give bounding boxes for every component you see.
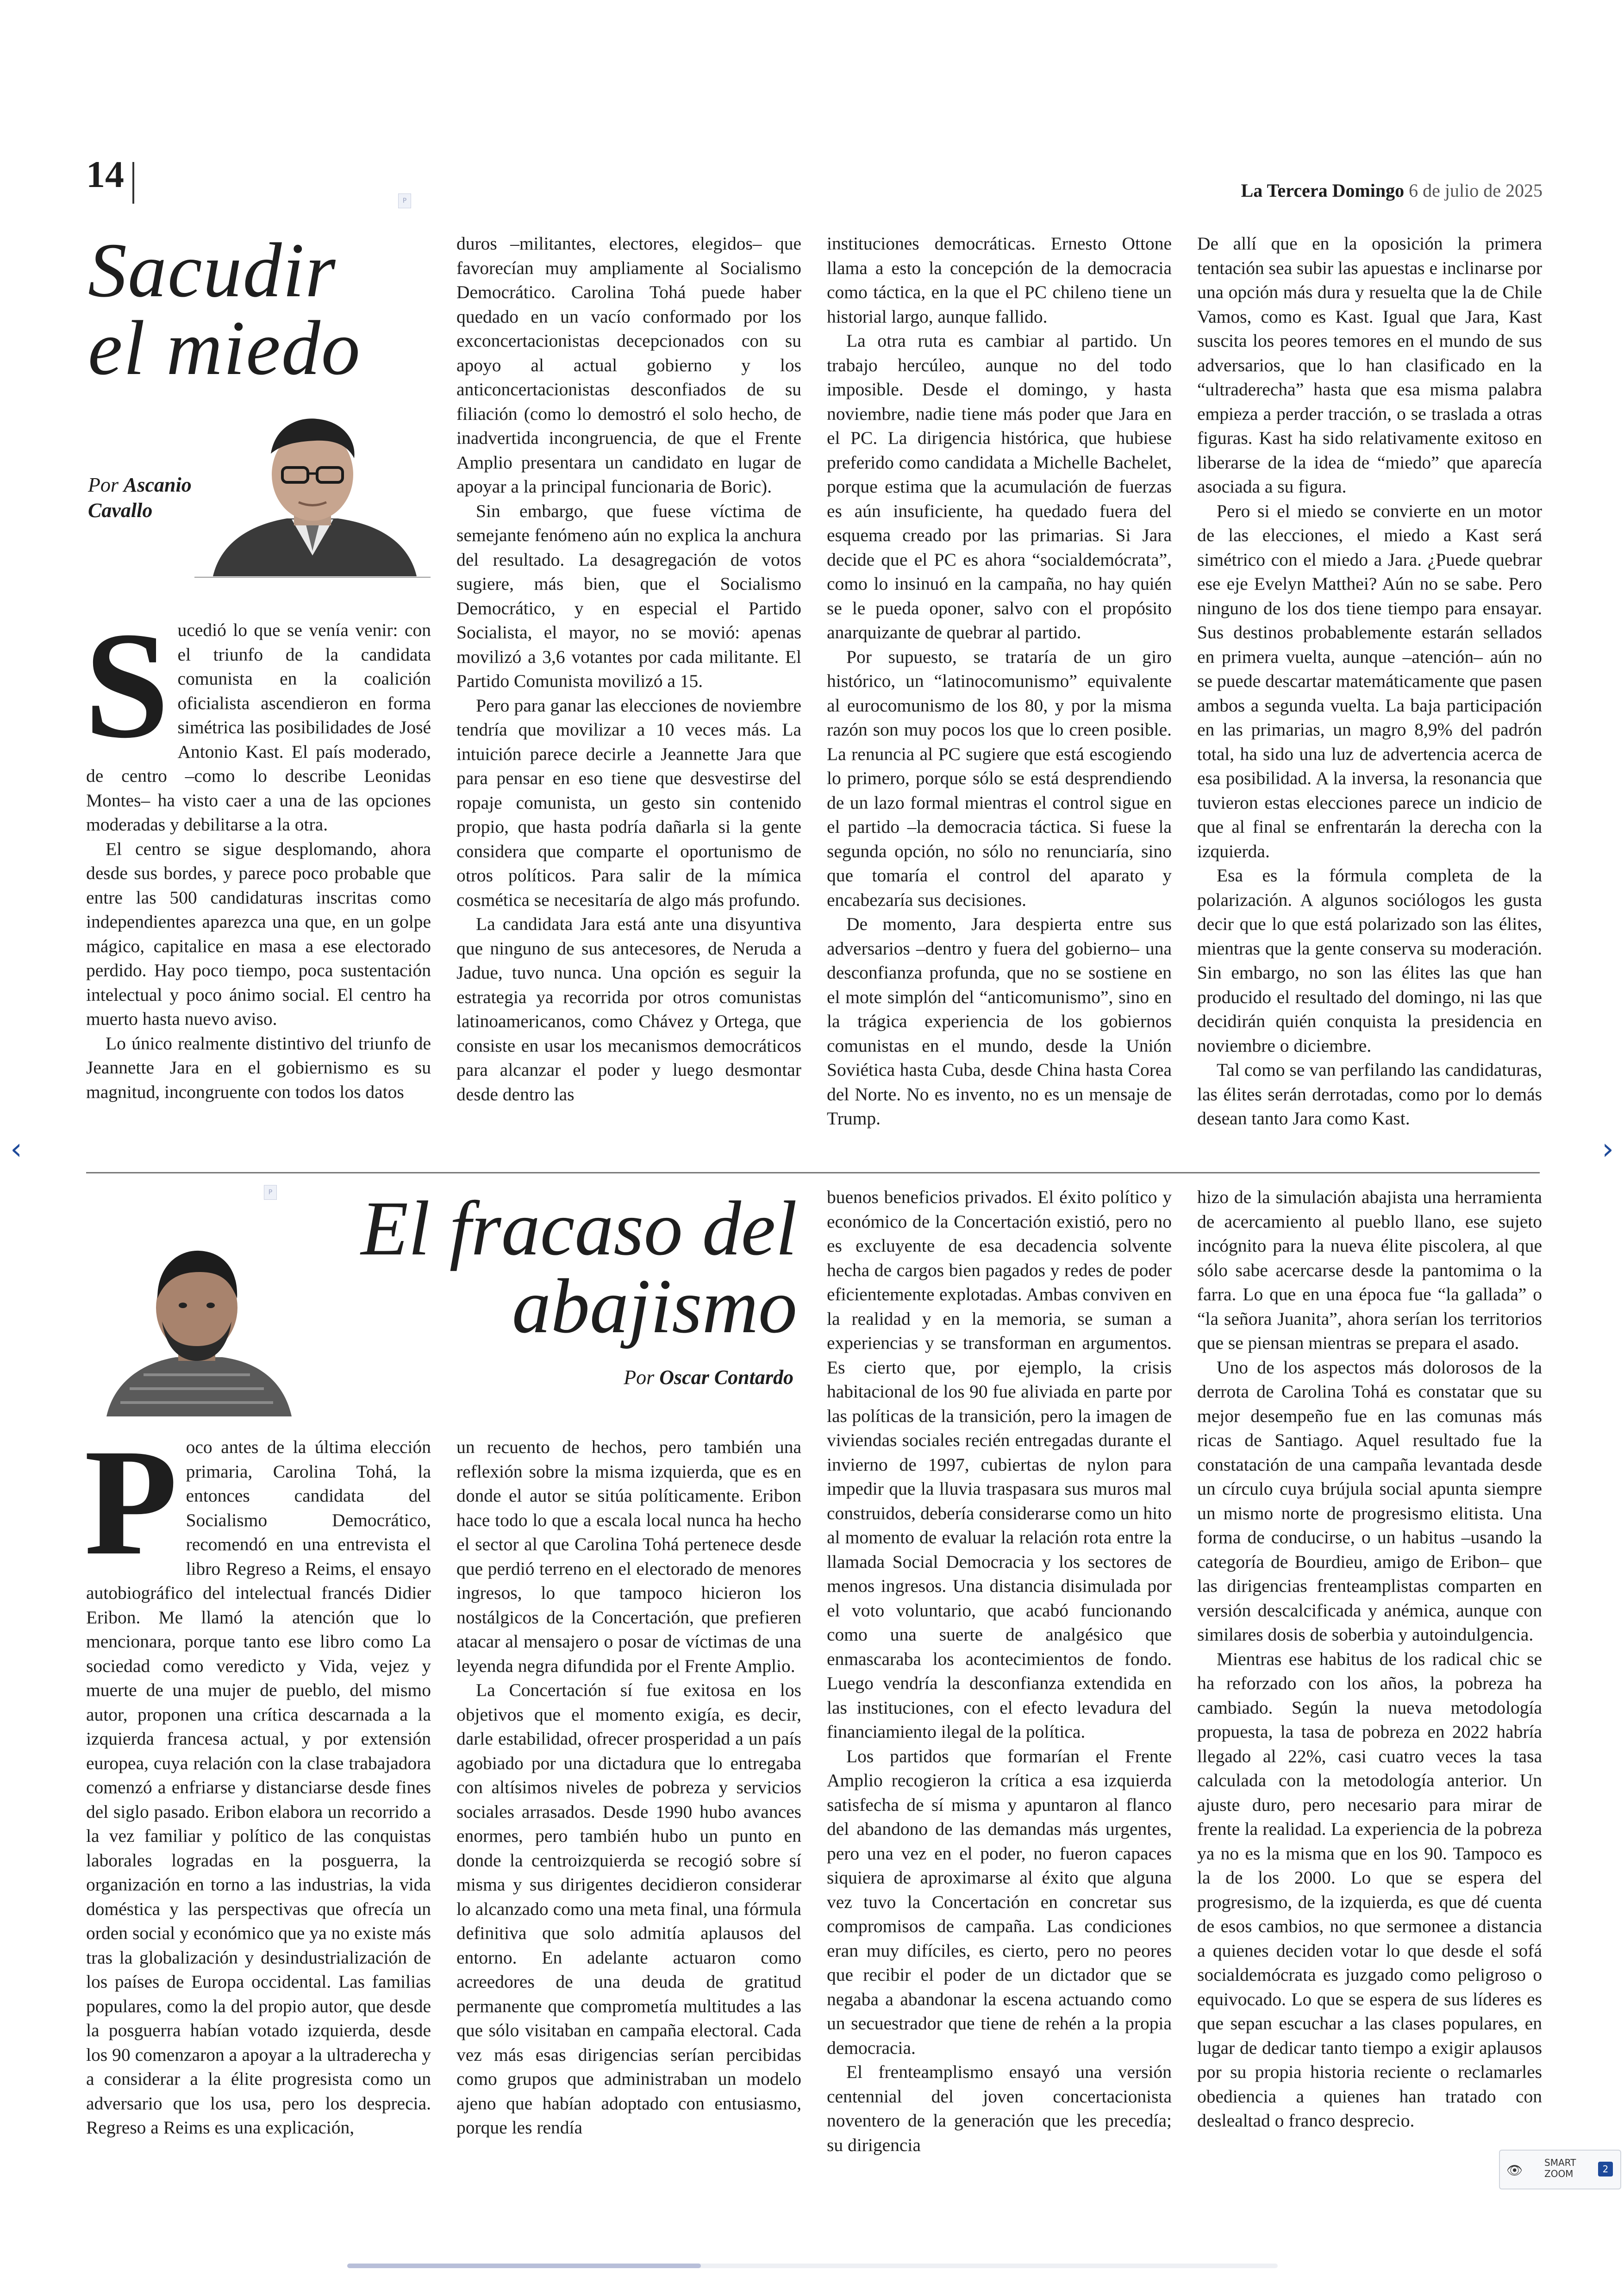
paragraph: Los partidos que formarían el Frente Amplio recogieron la crítica a esa izquierda satisfecha de sí misma y apuntaron al flanco del abandono de las demandas más urgentes, pero una vez en el poder, no fueron capaces siquiera de aproximarse al éxito que alguna vez tuvo la Concertación en concretar sus compromisos de campaña. Las condiciones eran muy difíciles, es cierto, pero no peores que recibir el poder de un dictador que se negaba a abandonar la escena actuando como un secuestrador que tiene de rehén a la propia democracia. <box>827 1746 1172 2058</box>
section-divider <box>86 1172 1540 1173</box>
eye-icon: 👁 <box>1506 2163 1523 2178</box>
article2-column-3 <box>827 1185 1172 2157</box>
reading-progress-fill <box>347 2264 701 2268</box>
paragraph: De allí que en la oposición la primera tentación sea subir las apuestas e inclinarse por una opción más dura y resuelta que la de Chile Vamos, como es Kast. Igual que Jara, Kast suscita los peores temores en el mundo de sus adversarios, que lo han clasificado en la “ultraderecha” hasta que esa misma palabra empieza a perder tracción, o se traslada a otras figuras. Kast ha sido relativamente exitoso en liberarse de la idea de “miedo” que aparecía asociada a su figura. <box>1197 233 1542 497</box>
article1-title <box>88 227 361 391</box>
paragraph: Esa es la fórmula completa de la polarización. A algunos sociólogos les gusta decir que lo que está polarizado son las élites, mientras que la gente conserva su moderación. Sin embargo, no son las élites las que han producido el resultado del domingo, ni las que decidirán quién conquista la presidencia en noviembre o diciembre. <box>1197 865 1542 1056</box>
smart-zoom-button[interactable] <box>1499 2150 1621 2189</box>
paragraph: De momento, Jara despierta entre sus adversarios –dentro y fuera del gobierno– una desconfianza profunda, que no se sostiene en el mote simplón del “anticomunismo”, sino en la trágica experiencia de los gobiernos comunistas en el mundo, desde la Unión Soviética hasta Cuba, desde China hasta Corea del Norte. No es invento, no es un mensaje de Trump. <box>827 914 1172 1129</box>
smart-zoom-label-line1: SMART <box>1544 2157 1576 2168</box>
article1-title-line2: el miedo <box>88 305 361 391</box>
chevron-left-icon[interactable]: ‹ <box>10 1132 22 1166</box>
article2-column-2 <box>456 1435 801 2140</box>
author-portrait-contardo <box>88 1222 306 1416</box>
paragraph: Lo único realmente distintivo del triunfo de Jeannette Jara en el gobiernismo es su magnitud, incongruente con todos los datos <box>86 1033 431 1102</box>
issue-date: 6 de julio de 2025 <box>1409 180 1543 201</box>
paragraph: instituciones democráticas. Ernesto Ottone llama a esto la concepción de la democracia como táctica, en la que el PC chileno tiene un historial largo, aunque fallido. <box>827 233 1172 327</box>
article1-title-line1: Sacudir <box>88 227 337 313</box>
paragraph: oco antes de la última elección primaria, Carolina Tohá, la entonces candidata del Socialismo Democrático, recomendó en una entrevista el libro Regreso a Reims, el ensayo autobiográfico del intelectual francés Didier Eribon. Me llamó la atención que lo mencionara, porque tanto ese libro como La sociedad como veredicto y Vida, vejez y muerte de una mujer de pueblo, del mismo autor, proponen una crítica descarnada a la izquierda francesa actual, y por extensión europea, cuya relación con la clase trabajadora comenzó a enfriarse y distanciarse desde fines del siglo pasado. Eribon elabora un recorrido a la vez familiar y político de las conquistas laborales logradas en la posguerra, la organización en torno a las industrias, la vida doméstica y las perspectivas que ofrecía un orden social y económico que ya no existe más tras la globalización y desindustrialización de los países de Europa occidental. Las familias populares, como la del propio autor, que desde la posguerra habían votado izquierda, desde los 90 comenzaron a apoyar a la ultraderecha y a considerar a la élite progresista como un adversario que los usa, pero los desprecia. Regreso a Reims es una explicación, <box>86 1437 431 2138</box>
article1-column-3 <box>827 231 1172 1131</box>
article2-column-4 <box>1197 1185 1542 2133</box>
article1-dropcap: S <box>84 601 169 770</box>
paragraph: Por supuesto, se trataría de un giro histórico, un “latinocomunismo” equivalente al eurocomunismo de los 80, y por la misma razón son muy pocos los que lo creen posible. La renuncia al PC sugiere que está escogiendo lo primero, porque sólo se está desprendiendo de un lazo formal mientras el control sigue en el partido –la democracia táctica. Si fuese la segunda opción, no sólo no renunciaría, sino que tomaría el control del aparato y encabezaría sus decisiones. <box>827 646 1172 910</box>
paragraph: Pero si el miedo se convierte en un motor de las elecciones, el miedo a Kast será simétrico con el miedo a Jara. ¿Puede quebrar ese eje Evelyn Matthei? Aún no se sabe. Pero ninguno de los dos tiene tiempo para ensayar. Sus destinos probablemente estarán sellados en primera vuelta, aunque –atención– aún no se puede descartar matemáticamente que pasen ambos a segunda vuelta. La baja participación en las primarias, un magro 8,9% del padrón total, ha sido una luz de advertencia acerca de esa posibilidad. A la inversa, la resonancia que tuvieron estas elecciones parece un indicio de que al final se enfrentarán la derecha con la izquierda. <box>1197 500 1542 861</box>
byline-prefix: Por <box>624 1366 655 1389</box>
paragraph: La candidata Jara está ante una disyuntiva que ninguno de sus antecesores, de Neruda a Jadue, tuvo nunca. Una opción es seguir la estrategia ya recorrida por otros comunistas latinoamericanos, como Chávez y Ortega, que consiste en usar los mecanismos democráticos para alcanzar el poder y luego desmontar desde dentro las <box>456 914 801 1104</box>
article2-byline <box>624 1366 793 1389</box>
paragraph: Pero para ganar las elecciones de noviembre tendría que movilizar a 10 veces más. La intuición parece decirle a Jeannette Jara que para pensar en eso tiene que desvestirse del ropaje comunista, un gesto sin contenido propio, que hasta podría dañarla si la gente considera que comparte el oportunismo de otros políticos. Para salir de la mímica cosmética se necesitaría de algo más profundo. <box>456 695 801 910</box>
author-name: Oscar Contardo <box>659 1366 793 1389</box>
paragraph: Uno de los aspectos más dolorosos de la derrota de Carolina Tohá es constatar que su mejor desempeño fue en las comunas más ricas de Santiago. Aquel resultado fue la constatación de una campaña levantada desde un círculo cuya brújula social apunta siempre un mismo norte de progresismo elitista. Una forma de conducirse, o un habitus –usando la categoría de Bourdieu, amigo de Eribon– que las dirigencias frenteamplistas comparten en versión descalcificada y anémica, aunque con similares dosis de soberbia y autoindulgencia. <box>1197 1357 1542 1645</box>
article2-title-line2: abajismo <box>512 1263 797 1349</box>
chevron-right-icon[interactable]: › <box>1602 1132 1614 1166</box>
article1-column-2 <box>456 231 801 1106</box>
folio-divider <box>132 162 134 204</box>
image-marker-icon[interactable]: P <box>264 1185 277 1200</box>
author-first-name: Ascanio <box>124 474 192 496</box>
paragraph: Sin embargo, que fuese víctima de semejante fenómeno aún no explica la anchura del resultado. La desagregación de votos sugiere, más bien, que el Socialismo Democrático, y en especial el Partido Socialista, el mayor, no se movió: apenas movilizó a 3,6 votantes por cada militante. El Partido Comunista movilizó a 15. <box>456 500 801 691</box>
article2-title <box>361 1185 797 1349</box>
portrait-divider <box>194 577 431 578</box>
paragraph: hizo de la simulación abajista una herramienta de acercamiento al pueblo llano, ese sujeto incógnito para la nueva élite piscolera, al que sólo sabe acercarse desde la pantomima o la farra. Lo que en una época fue “la gallada” o “la señora Juanita”, ahora serían los territorios que se piensan mientras se prepara el asado. <box>1197 1187 1542 1353</box>
paragraph: un recuento de hechos, pero también una reflexión sobre la misma izquierda, que es en donde el autor se sitúa políticamente. Eribon hace todo lo que a escala local nunca ha hecho el sector al que Carolina Tohá pertenece desde que perdió terreno en el electorado de menores ingresos, lo que tampoco hicieron los nostálgicos de la Concertación, que prefieren atacar al mensajero o posar de víctimas de una leyenda negra difundida por el Frente Amplio. <box>456 1437 801 1676</box>
smart-zoom-label <box>1544 2157 1576 2179</box>
author-portrait-cavallo <box>194 398 431 576</box>
article2-title-line1: El fracaso del <box>361 1185 797 1272</box>
paragraph: duros –militantes, electores, elegidos– que favorecían muy ampliamente al Socialismo Democrático. Carolina Tohá puede haber quedado en un vacío conformado por los exconcertacionistas decepcionados con su apoyo al actual gobierno y los anticoncertacionistas desconfiados de su filiación (como lo demostró el solo hecho, de inadvertida incongruencia, de que el Frente Amplio presentara un candidato en lugar de apoyar a la principal funcionaria de Boric). <box>456 233 801 497</box>
article2-dropcap: P <box>84 1418 178 1587</box>
article1-byline <box>88 472 192 523</box>
article1-column-4 <box>1197 231 1542 1131</box>
paragraph: El centro se sigue desplomando, ahora desde sus bordes, y parece poco probable que entre las 500 candidaturas inscritas como independientes aparezca una que, en un golpe mágico, capitalice en masa a ese electorado perdido. Hay poco tiempo, poca sustentación intelectual y poco ánimo social. El centro ha muerto hasta nuevo aviso. <box>86 838 431 1029</box>
smart-zoom-badge: 2 <box>1598 2162 1613 2177</box>
paragraph: El frenteamplismo ensayó una versión centennial del joven concertacionista noventero de la generación que les precedía; su dirigencia <box>827 2062 1172 2155</box>
page-number: 14 <box>86 153 124 195</box>
byline-prefix: Por <box>88 474 119 496</box>
paragraph: La Concertación sí fue exitosa en los objetivos que el momento exigía, es decir, darle estabilidad, ofrecer prosperidad a un país agobiado por una dictadura que lo entregaba con altísimos niveles de pobreza y servicios sociales arrasados. Desde 1990 hubo avances enormes, pero también hubo un punto en donde la centroizquierda se recogió sobre sí misma y sus dirigentes decidieron considerar lo alcanzado como una meta final, una fórmula definitiva que solo admitía aplausos del entorno. En adelante actuaron como acreedores de una deuda de gratitud permanente que comprometía multitudes a las que sólo visitaban en campaña electoral. Cada vez más esas dirigencias serían percibidas como grupos que administraban un modelo ajeno que habían adoptado con entusiasmo, porque les rendía <box>456 1680 801 2138</box>
article2-column-1 <box>84 1418 431 2140</box>
newspaper-name: La Tercera Domingo <box>1241 180 1405 201</box>
paragraph: Mientras ese habitus de los radical chic se ha reforzado con los años, la pobreza ha cambiado. Según la nueva metodología propuesta, la tasa de pobreza en 2022 habría llegado al 22%, casi cuatro veces la tasa calculada con la metodología anterior. Un ajuste duro, pero necesario para mirar de frente la realidad. La experiencia de la pobreza ya no es la misma que en los 90. Tampoco es la de los 2000. Lo que se espera del progresismo, de la izquierda, es que dé cuenta de esos cambios, no que sermonee a distancia a quienes deciden votar lo que desde el sofá socialdemócrata es juzgado como peligroso o equivocado. Lo que se espera de sus líderes es que sepan escuchar a las clases populares, en lugar de dedicar tanto tiempo a exigir aplausos por su propia historia reciente o reclamarles obediencia a quienes han tratado con deslealtad o franco desprecio. <box>1197 1648 1542 2131</box>
paragraph: ucedió lo que se venía venir: con el triunfo de la candidata comunista en la coalición oficialista ascendieron en forma simétrica las posibilidades de José Antonio Kast. El país moderado, de centro –como lo describe Leonidas Montes– ha visto caer a una de las opciones moderadas y debilitarse a la otra. <box>86 620 431 835</box>
image-marker-icon[interactable]: P <box>398 193 411 208</box>
masthead <box>1241 180 1543 201</box>
author-last-name: Cavallo <box>88 499 153 522</box>
paragraph: La otra ruta es cambiar al partido. Un trabajo hercúleo, aunque no del todo imposible. Desde el domingo, y hasta noviembre, nadie tiene más poder que Jara en el PC. La dirigencia histórica, que hubiese preferido como candidata a Michelle Bachelet, porque estima que la acumulación de fuerzas es aún insuficiente, ha quedado fuera del esquema creado por las primarias. Si Jara decide que el PC es ahora “socialdemócrata”, como lo insinuó en la campaña, no hay quién se le pueda oponer, salvo con el propósito anarquizante de quebrar al partido. <box>827 331 1172 642</box>
paragraph: Tal como se van perfilando las candidaturas, las élites serán derrotadas, como por lo demás desean tanto Jara como Kast. <box>1197 1060 1542 1129</box>
paragraph: buenos beneficios privados. El éxito político y económico de la Concertación existió, pero no es excluyente de esa decadencia solvente hecha de cargos bien pagados y redes de poder eficientemente explotadas. Ambas conviven en la realidad y en la memoria, se suman a experiencias y se transforman en argumentos. Es cierto que, por ejemplo, la crisis habitacional de los 90 fue aliviada en parte por las políticas de la transición, pero la imagen de viviendas sociales recién entregadas durante el invierno de 1997, cubiertas de nylon para impedir que la lluvia traspasara sus muros mal construidos, debería considerarse como un hito al momento de evaluar la relación rota entre la llamada Social Democracia y los sectores de menos ingresos. Una distancia disimulada por el voto voluntario, que acabó funcionando como una suerte de analgésico que enmascaraba los acontecimientos de fondo. Luego vendría la desconfianza extendida en las instituciones, con el efecto levadura del financiamiento ilegal de la política. <box>827 1187 1172 1742</box>
article1-column-1 <box>84 601 431 1104</box>
smart-zoom-label-line2: ZOOM <box>1544 2168 1574 2179</box>
